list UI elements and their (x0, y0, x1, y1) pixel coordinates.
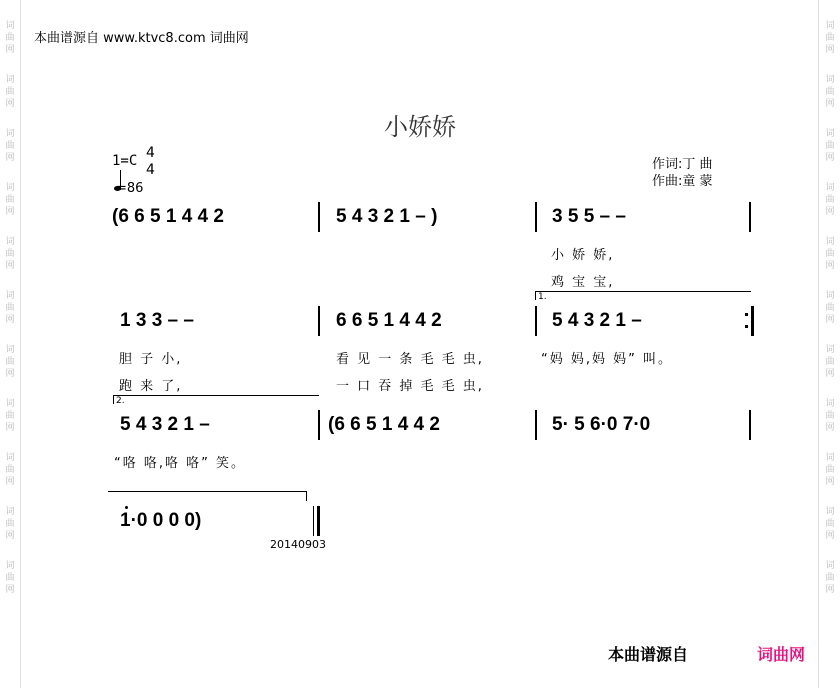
measure-notes: 5 4 3 2 1 – (552, 310, 642, 331)
measure-notes: 5 4 3 2 1 – (120, 414, 210, 435)
right-watermark-strip: 词曲网 词曲网 词曲网 词曲网 词曲网 词曲网 词曲网 词曲网 词曲网 词曲网 词曲网 (825, 21, 835, 595)
composer-credit: 作曲:童 蒙 (652, 174, 713, 189)
measure-notes: 5 4 3 2 1 – ) (336, 206, 438, 227)
lyric-line: 看 见 一 条 毛 毛 虫, (336, 352, 484, 367)
measure-notes: (6 6 5 1 4 4 2 (328, 414, 440, 435)
measure-notes: 1·0 0 0 0) (120, 510, 202, 531)
barline (318, 202, 320, 232)
time-signature: 4 4 (146, 145, 155, 178)
first-ending-bracket (535, 291, 751, 300)
measure-notes: 1 3 3 – – (120, 310, 194, 331)
date-stamp: 20140903 (270, 538, 326, 551)
lyric-line: 小 娇 娇, (551, 248, 615, 263)
repeat-dot (745, 325, 748, 328)
final-barline-thick (317, 506, 320, 536)
ending-bracket-tick (306, 491, 307, 501)
tempo-marking: =86 (116, 181, 144, 196)
barline (535, 306, 537, 336)
measure-notes: (6 6 5 1 4 4 2 (112, 206, 224, 227)
measure-notes: 3 5 5 – – (552, 206, 626, 227)
second-ending-number: 2. (116, 396, 125, 406)
key-signature: 1=C (112, 153, 138, 169)
footer-source: 本曲谱源自 (608, 645, 689, 664)
high-octave-dot (125, 506, 128, 509)
lyric-line: 胆 子 小, (119, 352, 183, 367)
barline (318, 410, 320, 440)
lyric-line: “咯 咯,咯 咯” 笑。 (114, 456, 246, 471)
barline (535, 202, 537, 232)
left-border (20, 0, 21, 688)
footer-site-link[interactable]: 词曲网 (757, 645, 806, 664)
barline (749, 202, 751, 232)
repeat-barline (751, 306, 754, 336)
repeat-dot (745, 313, 748, 316)
lyric-line: “妈 妈,妈 妈” 叫。 (541, 352, 673, 367)
lyric-line: 一 口 吞 掉 毛 毛 虫, (336, 379, 484, 394)
left-watermark-strip: 词曲网 词曲网 词曲网 词曲网 词曲网 词曲网 词曲网 词曲网 词曲网 词曲网 词曲网 (5, 21, 15, 595)
barline (535, 410, 537, 440)
right-border (818, 0, 819, 688)
lyric-line: 鸡 宝 宝, (551, 275, 615, 290)
barline (318, 306, 320, 336)
song-title: 小娇娇 (384, 113, 456, 141)
lyric-line: 跑 来 了, (119, 379, 183, 394)
source-header: 本曲谱源自 www.ktvc8.com 词曲网 (34, 31, 249, 46)
second-ending-bracket (113, 395, 319, 404)
first-ending-number: 1. (538, 292, 547, 302)
measure-notes: 6 6 5 1 4 4 2 (336, 310, 442, 331)
lyricist-credit: 作词:丁 曲 (652, 157, 713, 172)
final-barline-thin (313, 506, 314, 536)
measure-notes: 5· 5 6·0 7·0 (552, 414, 651, 435)
barline (749, 410, 751, 440)
ending-bracket-line (108, 491, 307, 492)
